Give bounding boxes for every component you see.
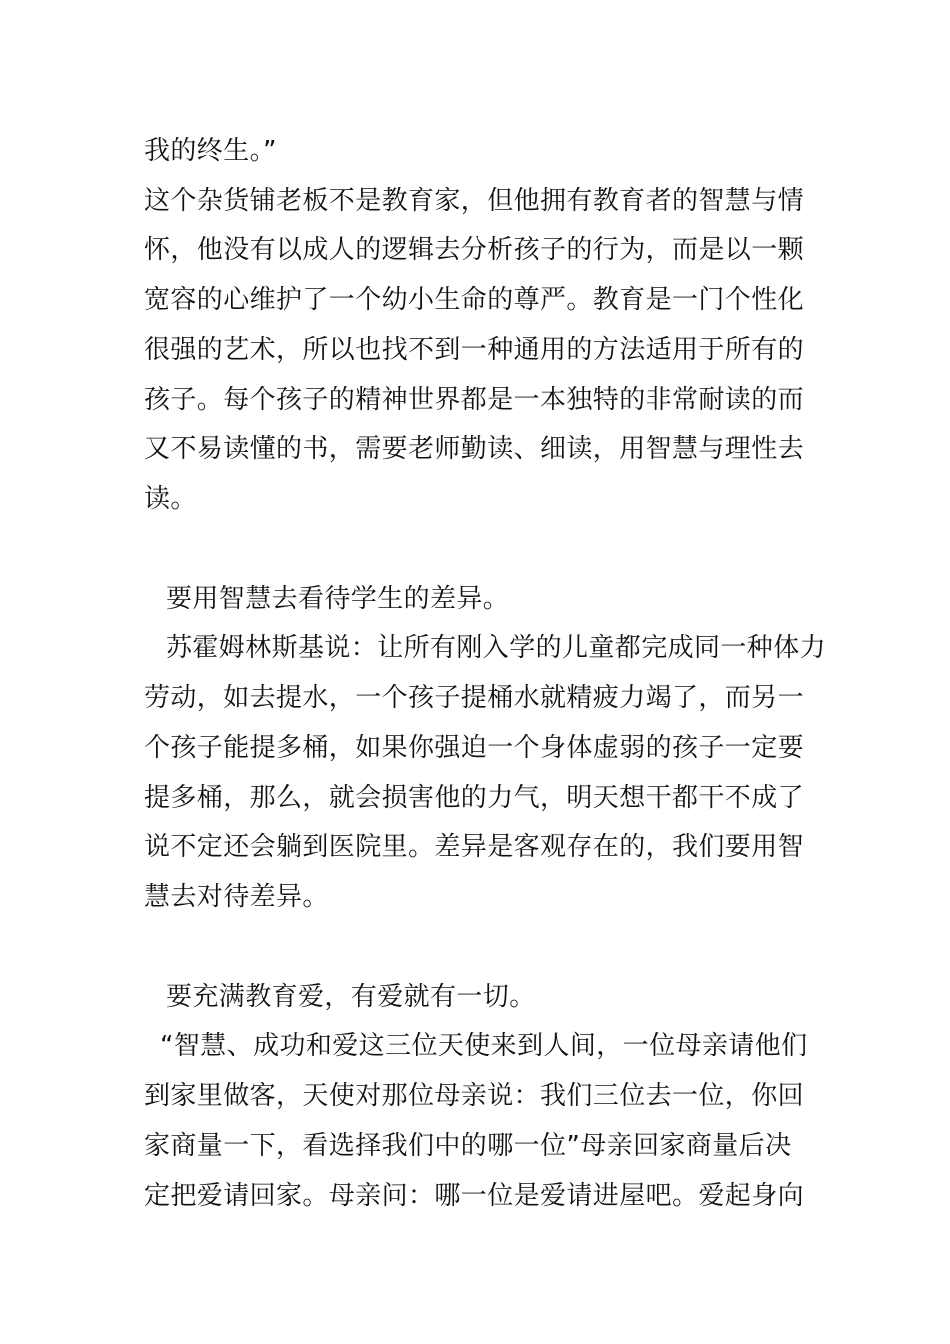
section-heading: 要用智慧去看待学生的差异。 [166, 584, 510, 614]
text-line: 定把爱请回家。母亲问：哪一位是爱请进屋吧。爱起身向 [144, 1181, 805, 1211]
text-line: 说不定还会躺到医院里。差异是客观存在的，我们要用智 [144, 832, 805, 862]
text-line: 又不易读懂的书，需要老师勤读、细读，用智慧与理性去 [144, 434, 805, 464]
text-line: 孩子。每个孩子的精神世界都是一本独特的非常耐读的而 [144, 385, 805, 415]
text-line: 我的终生。” [144, 136, 277, 166]
section-heading: 要充满教育爱，有爱就有一切。 [166, 982, 536, 1012]
text-line: 慧去对待差异。 [144, 882, 329, 912]
text-line: 家商量一下，看选择我们中的哪一位”母亲回家商量后决 [144, 1131, 792, 1161]
text-line: 很强的艺术，所以也找不到一种通用的方法适用于所有的 [144, 335, 805, 365]
text-line: 提多桶，那么，就会损害他的力气，明天想干都干不成了 [144, 783, 805, 813]
text-line: 怀，他没有以成人的逻辑去分析孩子的行为，而是以一颗 [144, 235, 805, 265]
text-line: “智慧、成功和爱这三位天使来到人间，一位母亲请他们 [160, 1031, 808, 1061]
text-line: 劳动，如去提水，一个孩子提桶水就精疲力竭了，而另一 [144, 683, 805, 713]
text-line: 到家里做客，天使对那位母亲说：我们三位去一位，你回 [144, 1081, 805, 1111]
text-line: 宽容的心维护了一个幼小生命的尊严。教育是一门个性化 [144, 285, 805, 315]
text-line: 苏霍姆林斯基说：让所有刚入学的儿童都完成同一种体力 [166, 633, 827, 663]
text-line: 个孩子能提多桶，如果你强迫一个身体虚弱的孩子一定要 [144, 733, 805, 763]
text-line: 这个杂货铺老板不是教育家，但他拥有教育者的智慧与情 [144, 186, 805, 216]
text-line: 读。 [144, 484, 197, 514]
